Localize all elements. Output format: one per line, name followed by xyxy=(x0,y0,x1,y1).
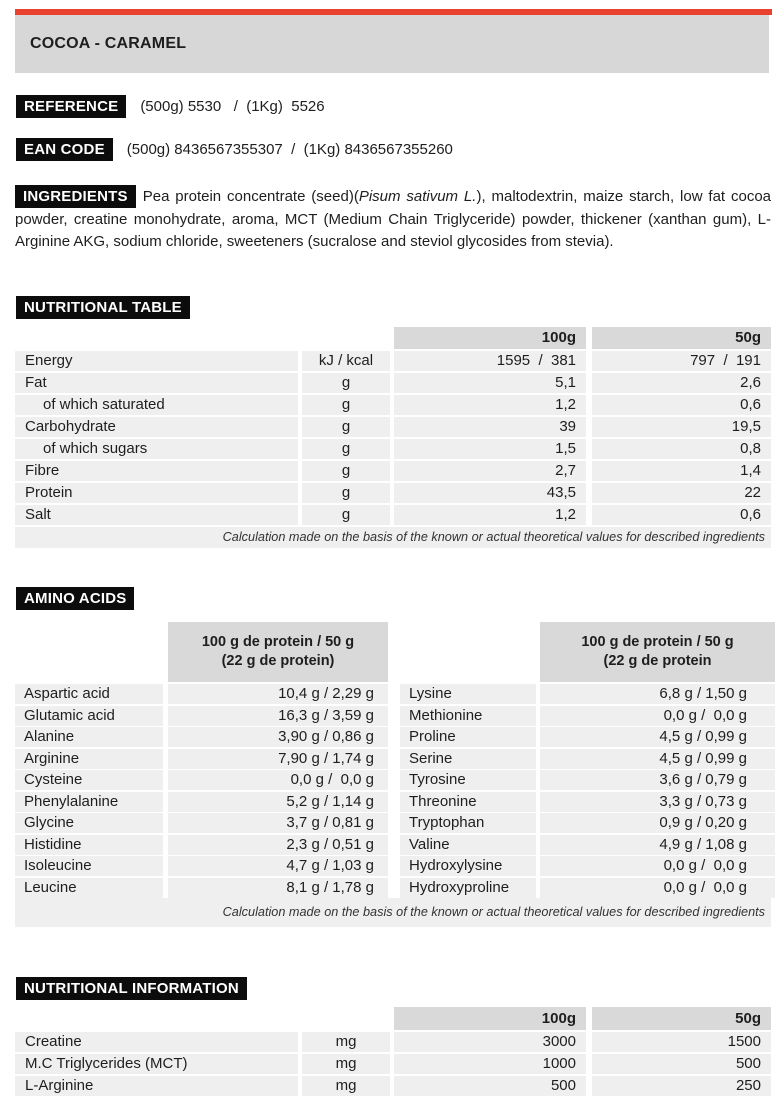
amino-row xyxy=(400,706,775,726)
amino-row xyxy=(400,835,775,855)
nutritional-table-badge: NUTRITIONAL TABLE xyxy=(16,296,190,319)
amino-row xyxy=(400,792,775,812)
row-value-50g: 0,6 xyxy=(592,505,771,525)
amino-value: 4,5 g / 0,99 g xyxy=(540,749,775,769)
nutritional-table xyxy=(15,327,771,548)
amino-name: Phenylalanine xyxy=(15,792,163,812)
nutritional-table-body xyxy=(15,351,771,525)
row-label: Fibre xyxy=(15,461,298,481)
header-spacer xyxy=(15,1007,298,1030)
column-header-100g: 100g xyxy=(394,327,586,349)
table-row xyxy=(15,461,771,481)
amino-column-header-left xyxy=(168,622,388,682)
row-value-100g: 1,2 xyxy=(394,395,586,415)
amino-name: Aspartic acid xyxy=(15,684,163,704)
row-label: Protein xyxy=(15,483,298,503)
row-value-50g: 22 xyxy=(592,483,771,503)
amino-row xyxy=(15,749,388,769)
row-label: Salt xyxy=(15,505,298,525)
row-unit: g xyxy=(302,505,390,525)
table-footnote: Calculation made on the basis of the known or actual theoretical values for described ingredients xyxy=(15,527,771,548)
row-label: of which sugars xyxy=(15,439,298,459)
amino-row xyxy=(15,770,388,790)
amino-value: 0,0 g / 0,0 g xyxy=(540,878,775,898)
amino-row xyxy=(15,706,388,726)
amino-value: 8,1 g / 1,78 g xyxy=(168,878,388,898)
amino-name: Glutamic acid xyxy=(15,706,163,726)
amino-table-body-right xyxy=(400,684,775,899)
amino-value: 3,90 g / 0,86 g xyxy=(168,727,388,747)
ingredients-latin-name: Pisum sativum L. xyxy=(358,188,477,205)
amino-row xyxy=(400,856,775,876)
amino-row xyxy=(15,684,388,704)
header-spacer xyxy=(15,327,298,349)
amino-value: 0,9 g / 0,20 g xyxy=(540,813,775,833)
amino-acids-table-left xyxy=(15,622,388,899)
nutritional-information-body xyxy=(15,1032,771,1096)
amino-name: Serine xyxy=(400,749,536,769)
row-unit: mg xyxy=(302,1076,390,1096)
amino-header-line2: (22 g de protein) xyxy=(221,653,335,669)
amino-name: Cysteine xyxy=(15,770,163,790)
amino-header-line1: 100 g de protein / 50 g xyxy=(581,634,734,650)
ean-code-row xyxy=(16,138,453,161)
row-unit: g xyxy=(302,417,390,437)
amino-row xyxy=(400,749,775,769)
amino-column-header-right xyxy=(540,622,775,682)
amino-name: Methionine xyxy=(400,706,536,726)
row-unit: g xyxy=(302,483,390,503)
row-value-100g: 1595 / 381 xyxy=(394,351,586,371)
amino-value: 5,2 g / 1,14 g xyxy=(168,792,388,812)
column-header-50g: 50g xyxy=(592,327,771,349)
amino-name: Isoleucine xyxy=(15,856,163,876)
ingredients-paragraph xyxy=(15,185,771,254)
amino-row xyxy=(400,770,775,790)
amino-value: 3,7 g / 0,81 g xyxy=(168,813,388,833)
amino-name: Hydroxylysine xyxy=(400,856,536,876)
nutritional-information-header xyxy=(15,1007,771,1030)
row-label: Creatine xyxy=(15,1032,298,1052)
row-label: Fat xyxy=(15,373,298,393)
amino-value: 4,9 g / 1,08 g xyxy=(540,835,775,855)
amino-value: 2,3 g / 0,51 g xyxy=(168,835,388,855)
row-value-50g: 250 xyxy=(592,1076,771,1096)
amino-value: 7,90 g / 1,74 g xyxy=(168,749,388,769)
row-value-100g: 2,7 xyxy=(394,461,586,481)
amino-row xyxy=(15,878,388,898)
ingredients-text: Pea protein concentrate (seed)( xyxy=(142,188,359,205)
row-label: Carbohydrate xyxy=(15,417,298,437)
row-value-50g: 2,6 xyxy=(592,373,771,393)
amino-row xyxy=(15,856,388,876)
row-unit: kJ / kcal xyxy=(302,351,390,371)
column-header-50g: 50g xyxy=(592,1007,771,1030)
row-label: M.C Triglycerides (MCT) xyxy=(15,1054,298,1074)
nutritional-information-badge: NUTRITIONAL INFORMATION xyxy=(16,977,247,1000)
ean-code-badge: EAN CODE xyxy=(16,138,113,161)
amino-name: Valine xyxy=(400,835,536,855)
header-spacer xyxy=(302,1007,390,1030)
amino-name: Hydroxyproline xyxy=(400,878,536,898)
flavor-title-band xyxy=(15,15,769,73)
amino-acids-footnote: Calculation made on the basis of the known or actual theoretical values for described ingredients xyxy=(15,898,771,927)
row-value-100g: 3000 xyxy=(394,1032,586,1052)
row-unit: g xyxy=(302,461,390,481)
table-row xyxy=(15,395,771,415)
table-row xyxy=(15,417,771,437)
amino-acids-tables xyxy=(15,622,775,899)
row-value-50g: 0,8 xyxy=(592,439,771,459)
amino-row xyxy=(400,813,775,833)
amino-value: 0,0 g / 0,0 g xyxy=(168,770,388,790)
amino-name: Tyrosine xyxy=(400,770,536,790)
table-row xyxy=(15,505,771,525)
amino-table-header-right xyxy=(400,622,775,682)
row-label: of which saturated xyxy=(15,395,298,415)
amino-name: Proline xyxy=(400,727,536,747)
ingredients-badge: INGREDIENTS xyxy=(15,185,136,208)
page-title: COCOA - CARAMEL xyxy=(30,35,187,52)
header-spacer xyxy=(15,622,163,682)
amino-value: 16,3 g / 3,59 g xyxy=(168,706,388,726)
amino-header-line2: (22 g de protein xyxy=(603,653,712,669)
row-unit: mg xyxy=(302,1054,390,1074)
row-value-50g: 797 / 191 xyxy=(592,351,771,371)
header-spacer xyxy=(400,622,536,682)
amino-value: 4,7 g / 1,03 g xyxy=(168,856,388,876)
amino-value: 3,3 g / 0,73 g xyxy=(540,792,775,812)
row-label: L-Arginine xyxy=(15,1076,298,1096)
row-value-50g: 19,5 xyxy=(592,417,771,437)
reference-row xyxy=(16,95,325,118)
table-row xyxy=(15,1054,771,1074)
amino-name: Threonine xyxy=(400,792,536,812)
amino-acids-table-right xyxy=(400,622,775,899)
nutritional-information-table xyxy=(15,1007,771,1098)
row-value-50g: 1500 xyxy=(592,1032,771,1052)
amino-value: 0,0 g / 0,0 g xyxy=(540,856,775,876)
row-value-50g: 500 xyxy=(592,1054,771,1074)
ean-code-value: (500g) 8436567355307 / (1Kg) 8436567355260 xyxy=(126,141,453,158)
amino-name: Leucine xyxy=(15,878,163,898)
table-row xyxy=(15,483,771,503)
amino-row xyxy=(15,727,388,747)
amino-value: 6,8 g / 1,50 g xyxy=(540,684,775,704)
header-spacer xyxy=(302,327,390,349)
table-row xyxy=(15,439,771,459)
table-row xyxy=(15,351,771,371)
row-value-100g: 5,1 xyxy=(394,373,586,393)
row-unit: g xyxy=(302,439,390,459)
row-value-100g: 1000 xyxy=(394,1054,586,1074)
row-value-100g: 43,5 xyxy=(394,483,586,503)
reference-badge: REFERENCE xyxy=(16,95,126,118)
row-value-50g: 0,6 xyxy=(592,395,771,415)
amino-table-body-left xyxy=(15,684,388,899)
nutritional-table-header xyxy=(15,327,771,349)
amino-name: Histidine xyxy=(15,835,163,855)
amino-name: Alanine xyxy=(15,727,163,747)
reference-value: (500g) 5530 / (1Kg) 5526 xyxy=(140,98,325,115)
amino-value: 10,4 g / 2,29 g xyxy=(168,684,388,704)
row-unit: mg xyxy=(302,1032,390,1052)
amino-value: 4,5 g / 0,99 g xyxy=(540,727,775,747)
column-header-100g: 100g xyxy=(394,1007,586,1030)
amino-acids-badge: AMINO ACIDS xyxy=(16,587,134,610)
row-label: Energy xyxy=(15,351,298,371)
amino-row xyxy=(15,813,388,833)
row-unit: g xyxy=(302,395,390,415)
table-row xyxy=(15,373,771,393)
amino-table-header-left xyxy=(15,622,388,682)
table-row xyxy=(15,1076,771,1096)
amino-header-line1: 100 g de protein / 50 g xyxy=(201,634,355,650)
amino-row xyxy=(400,878,775,898)
amino-value: 3,6 g / 0,79 g xyxy=(540,770,775,790)
ingredients-text-cont: ), maltodextrin, maize starch, low fat cocoa powder, creatine monohydrate, aroma, MCT (Medium Chain Triglyceride) powder, thickener (xanthan gum), L-Arginine AKG, sodium chloride, sweeteners (sucralose and steviol glycosides from stevia). xyxy=(15,188,772,250)
amino-row xyxy=(15,835,388,855)
amino-row xyxy=(15,792,388,812)
row-value-100g: 1,5 xyxy=(394,439,586,459)
amino-name: Lysine xyxy=(400,684,536,704)
row-value-50g: 1,4 xyxy=(592,461,771,481)
amino-name: Arginine xyxy=(15,749,163,769)
row-unit: g xyxy=(302,373,390,393)
amino-value: 0,0 g / 0,0 g xyxy=(540,706,775,726)
table-row xyxy=(15,1032,771,1052)
row-value-100g: 39 xyxy=(394,417,586,437)
row-value-100g: 1,2 xyxy=(394,505,586,525)
row-value-100g: 500 xyxy=(394,1076,586,1096)
amino-name: Tryptophan xyxy=(400,813,536,833)
amino-row xyxy=(400,684,775,704)
amino-row xyxy=(400,727,775,747)
amino-name: Glycine xyxy=(15,813,163,833)
